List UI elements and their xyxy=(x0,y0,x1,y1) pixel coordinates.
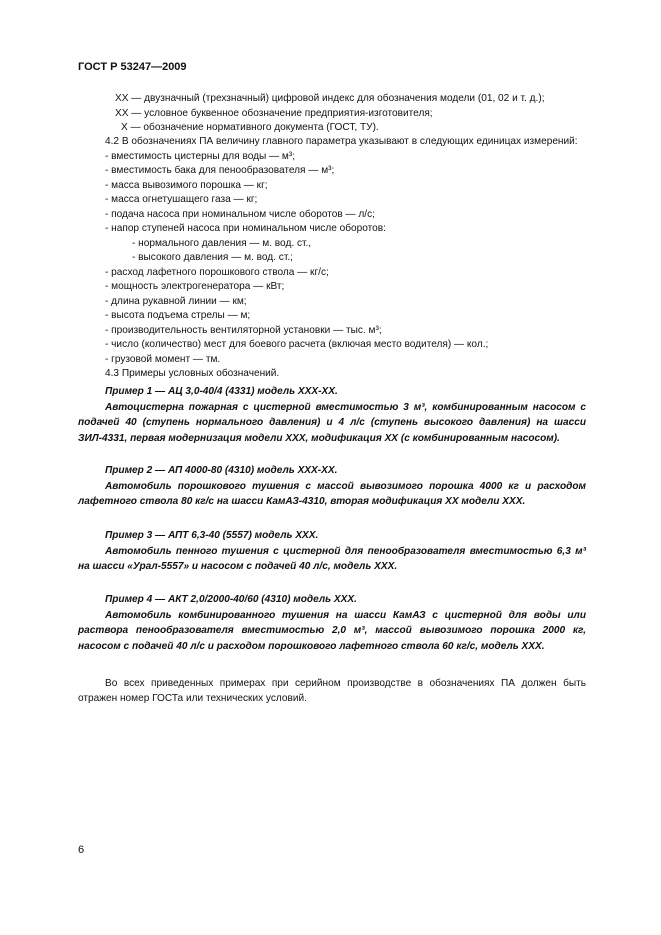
example-1-heading: Пример 1 — АЦ 3,0-40/4 (4331) модель XXX-XX. xyxy=(105,386,338,397)
section-4-2-intro: 4.2 В обозначениях ПА величину главного параметра указывают в следующих единицах измерений: xyxy=(105,136,578,147)
list-item: - производительность вентиляторной установки — тыс. м³; xyxy=(105,325,382,336)
section-4-3-title: 4.3 Примеры условных обозначений. xyxy=(105,368,280,379)
list-subitem: - высокого давления — м. вод. ст.; xyxy=(132,252,293,263)
example-1-body: Автоцистерна пожарная с цистерной вместимостью 3 м³, комбинированным насосом с подачей 40 (ступень нормального давления) и 4 л/с (ступень высокого давления) на шасси ЗИЛ-4331, первая модернизация модели XXX, модификация XX (с комбинированным насосом). xyxy=(78,402,586,444)
example-3-body: Автомобиль пенного тушения с цистерной для пенообразователя вместимостью 6,3 м³ на шасси «Урал-5557» и насосом с подачей 40 л/с, модель XXX. xyxy=(78,546,586,573)
list-item: - высота подъема стрелы — м; xyxy=(105,310,251,321)
closing-paragraph: Во всех приведенных примерах при серийном производстве в обозначениях ПА должен быть отражен номер ГОСТа или технических условий. xyxy=(78,678,586,705)
list-item: - подача насоса при номинальном числе оборотов — л/с; xyxy=(105,209,375,220)
example-2-body: Автомобиль порошкового тушения с массой вывозимого порошка 4000 кг и расходом лафетного ствола 80 кг/с на шасси КамАЗ-4310, вторая модификация XX модели XXX. xyxy=(78,481,586,508)
example-4-heading: Пример 4 — АКТ 2,0/2000-40/60 (4310) модель XXX. xyxy=(105,594,357,605)
list-item: - число (количество) мест для боевого расчета (включая место водителя) — кол.; xyxy=(105,339,489,350)
list-item: - расход лафетного порошкового ствола — кг/с; xyxy=(105,267,329,278)
list-item: - мощность электрогенератора — кВт; xyxy=(105,281,285,292)
example-4-body: Автомобиль комбинированного тушения на шасси КамАЗ с цистерной для воды или раствора пенообразователя вместимостью 2,0 м³, массой вывозимого порошка 2000 кг, насосом с подачей 40 л/с и расходом порошкового лафетного ствола 60 кг/с, модель XXX. xyxy=(78,610,586,652)
list-item: - вместимость бака для пенообразователя — м³; xyxy=(105,165,335,176)
list-item: - масса вывозимого порошка — кг; xyxy=(105,180,268,191)
definition-xx-index: XX — двузначный (трехзначный) цифровой индекс для обозначения модели (01, 02 и т. д.); xyxy=(115,93,545,104)
definition-xx-manufacturer: XX — условное буквенное обозначение предприятия-изготовителя; xyxy=(115,108,433,119)
list-item: - масса огнетушащего газа — кг; xyxy=(105,194,258,205)
example-2-heading: Пример 2 — АП 4000-80 (4310) модель XXX-XX. xyxy=(105,465,338,476)
definition-x-normative-doc: X — обозначение нормативного документа (ГОСТ, ТУ). xyxy=(121,122,379,133)
list-item: - грузовой момент — тм. xyxy=(105,354,221,365)
list-item: - длина рукавной линии — км; xyxy=(105,296,247,307)
example-3-heading: Пример 3 — АПТ 6,3-40 (5557) модель XXX. xyxy=(105,530,319,541)
page-number: 6 xyxy=(78,844,85,856)
list-item: - напор ступеней насоса при номинальном числе оборотов: xyxy=(105,223,386,234)
document-header: ГОСТ Р 53247—2009 xyxy=(78,61,187,73)
list-item: - вместимость цистерны для воды — м³; xyxy=(105,151,296,162)
list-subitem: - нормального давления — м. вод. ст., xyxy=(132,238,312,249)
